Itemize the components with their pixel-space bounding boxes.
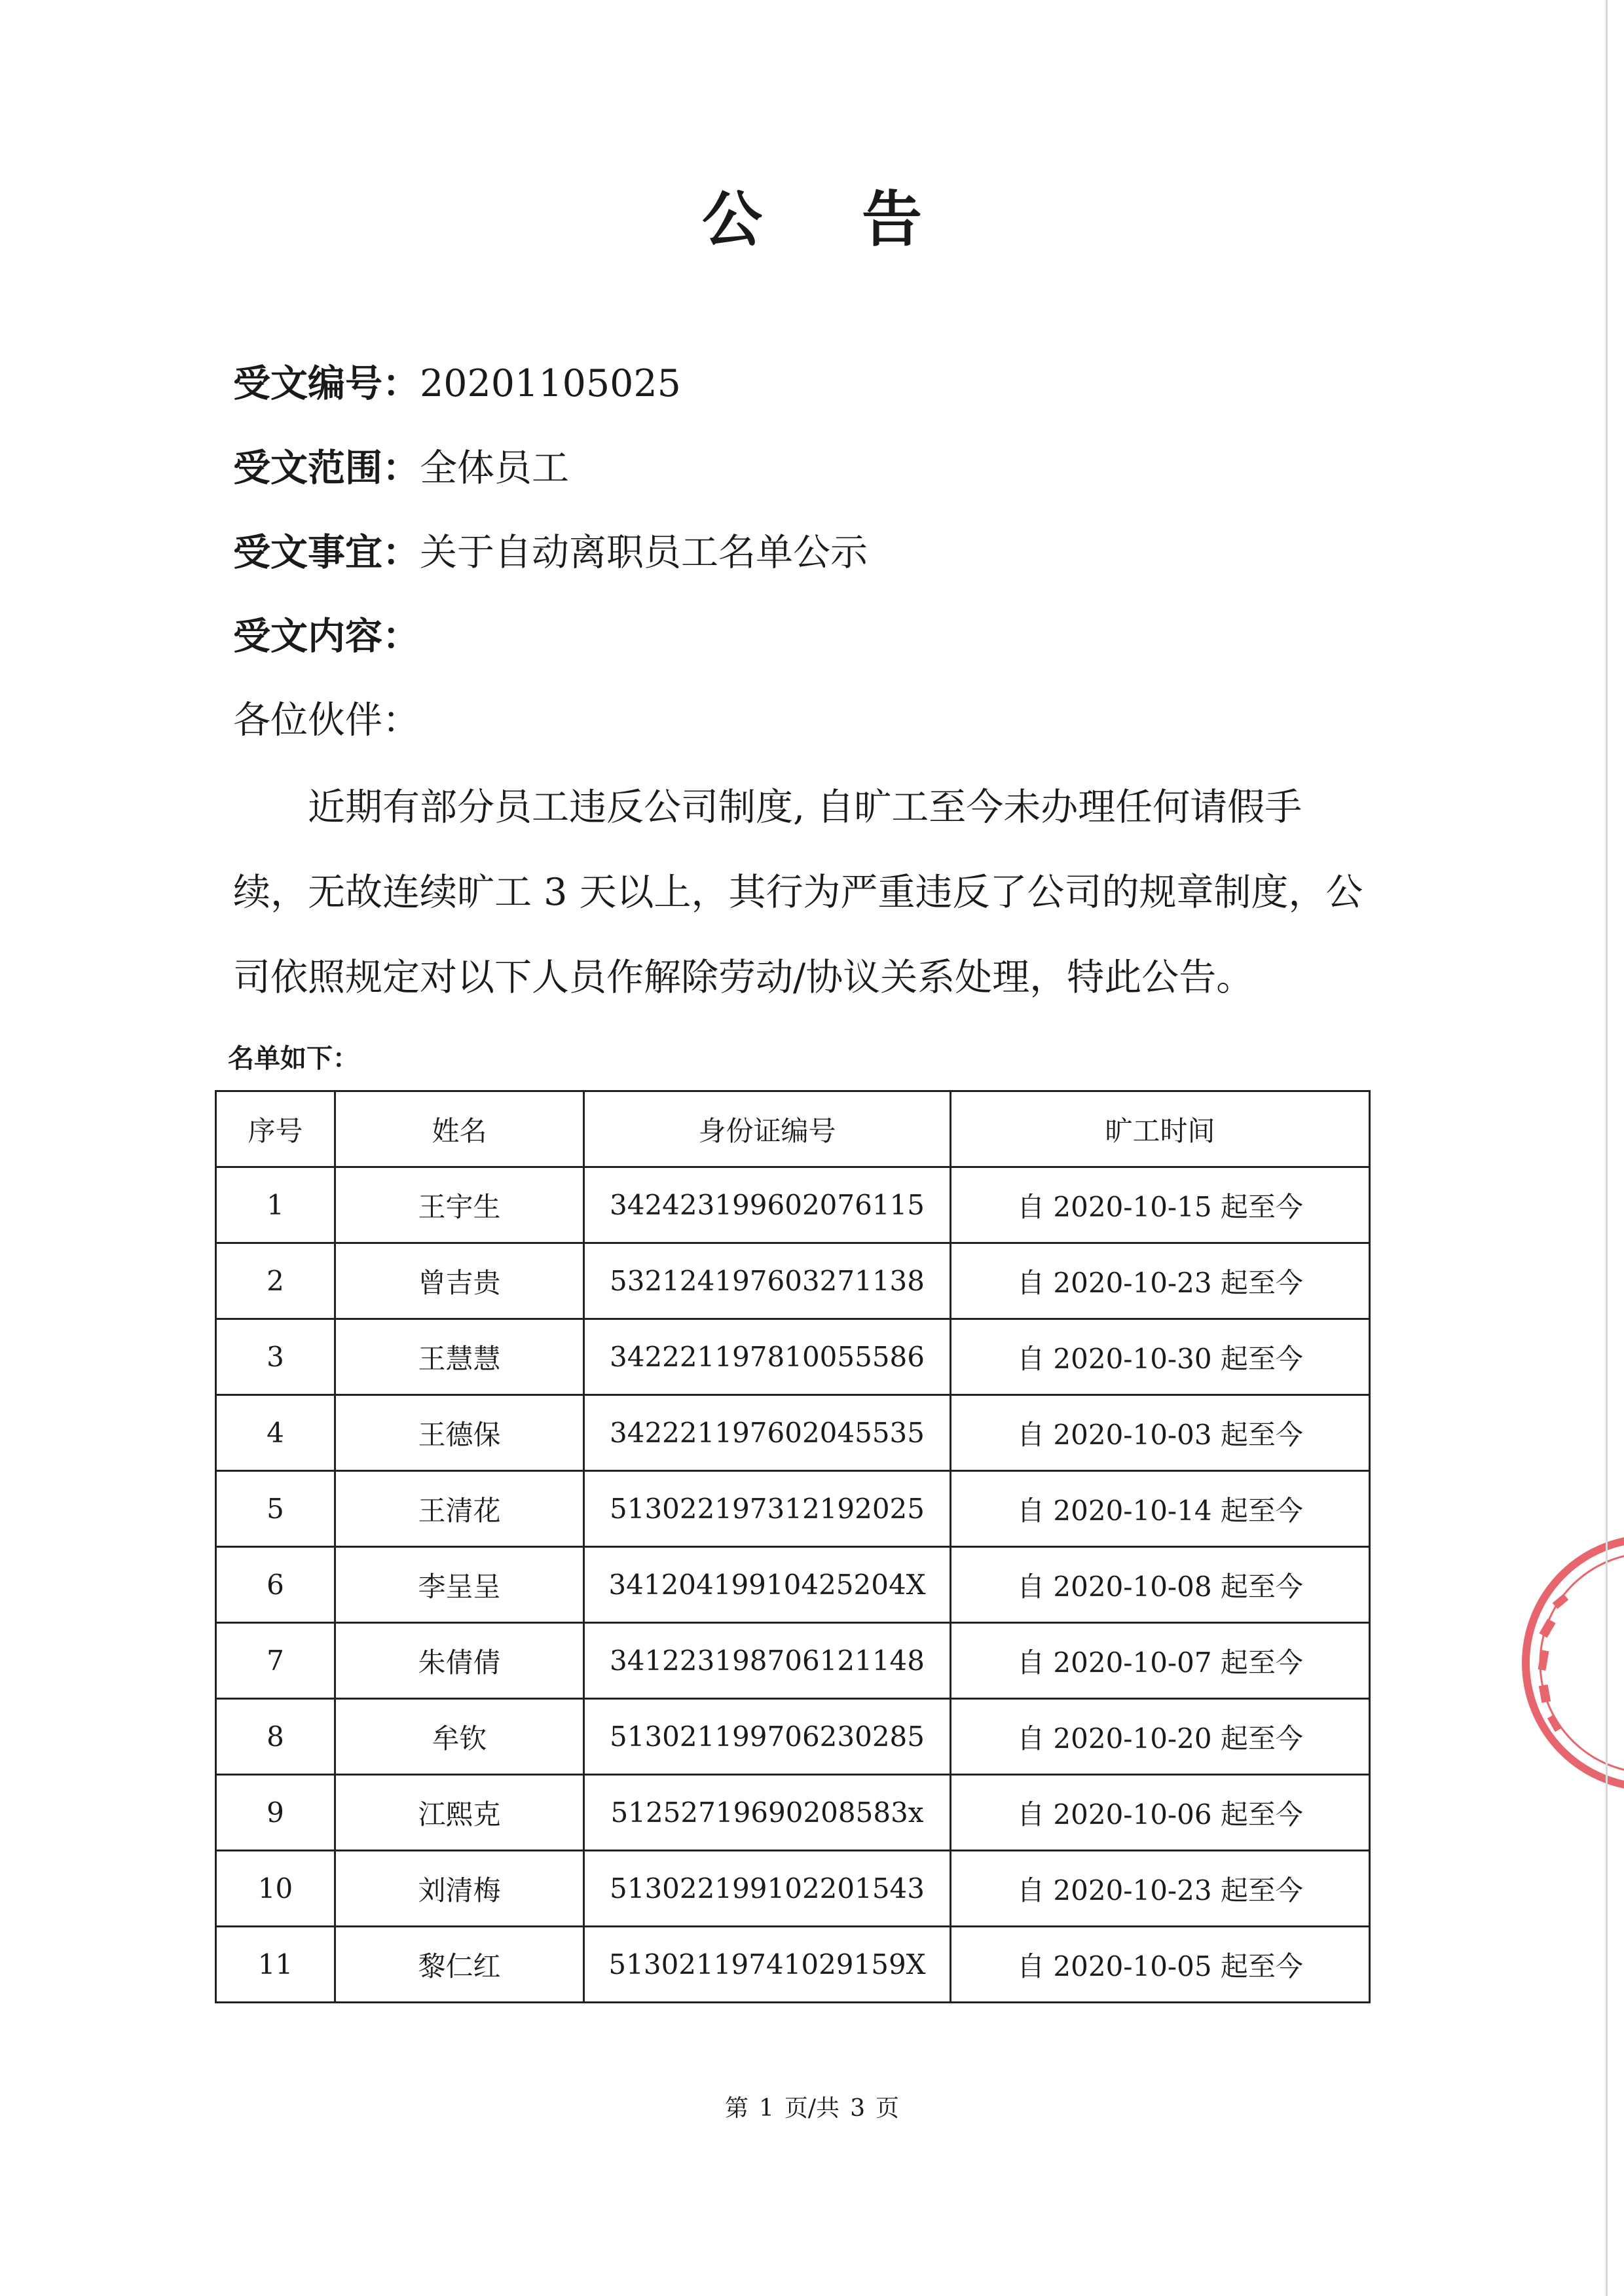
number-label: 受文编号： <box>233 362 420 405</box>
cell-absence: 自 2020-10-20 起至今 <box>951 1699 1370 1775</box>
cell-seq: 4 <box>216 1395 335 1471</box>
cell-seq: 5 <box>216 1471 335 1547</box>
table-row <box>216 1623 1370 1699</box>
field-subject <box>233 528 868 577</box>
cell-id: 513022199102201543 <box>584 1851 951 1927</box>
field-content <box>233 611 420 661</box>
cell-name: 刘清梅 <box>335 1851 584 1927</box>
cell-id: 51302119741029159X <box>584 1927 951 2003</box>
footer-suffix: 页 <box>875 2095 899 2122</box>
body-line-1: 近期有部分员工违反公司制度, 自旷工至今未办理任何请假手 <box>308 786 1302 829</box>
cell-absence: 自 2020-10-08 起至今 <box>951 1547 1370 1623</box>
field-number <box>233 359 681 409</box>
scope-value: 全体员工 <box>420 446 569 490</box>
table-row <box>216 1167 1370 1243</box>
cell-name: 王宇生 <box>335 1167 584 1243</box>
table-header-row <box>216 1091 1370 1167</box>
table-row <box>216 1319 1370 1395</box>
table-row <box>216 1851 1370 1927</box>
cell-id: 513022197312192025 <box>584 1471 951 1547</box>
cell-seq: 8 <box>216 1699 335 1775</box>
cell-id: 342221197810055586 <box>584 1319 951 1395</box>
cell-absence: 自 2020-10-03 起至今 <box>951 1395 1370 1471</box>
cell-id: 342221197602045535 <box>584 1395 951 1471</box>
employee-table <box>215 1090 1371 2003</box>
cell-name: 朱倩倩 <box>335 1623 584 1699</box>
cell-id: 51252719690208583x <box>584 1775 951 1851</box>
cell-absence: 自 2020-10-14 起至今 <box>951 1471 1370 1547</box>
cell-absence: 自 2020-10-05 起至今 <box>951 1927 1370 2003</box>
cell-id: 34120419910425204X <box>584 1547 951 1623</box>
header-id: 身份证编号 <box>584 1091 951 1167</box>
number-value: 20201105025 <box>420 362 681 405</box>
subject-label: 受文事宜： <box>233 531 420 574</box>
footer-total-pages: 3 <box>850 2095 865 2122</box>
cell-name: 曾吉贵 <box>335 1243 584 1319</box>
header-absence: 旷工时间 <box>951 1091 1370 1167</box>
cell-absence: 自 2020-10-23 起至今 <box>951 1851 1370 1927</box>
document-title: 公 告 <box>701 184 962 255</box>
cell-seq: 7 <box>216 1623 335 1699</box>
cell-absence: 自 2020-10-30 起至今 <box>951 1319 1370 1395</box>
cell-name: 牟钦 <box>335 1699 584 1775</box>
cell-absence: 自 2020-10-06 起至今 <box>951 1775 1370 1851</box>
cell-absence: 自 2020-10-07 起至今 <box>951 1623 1370 1699</box>
scope-label: 受文范围： <box>233 446 420 490</box>
cell-name: 王慧慧 <box>335 1319 584 1395</box>
cell-absence: 自 2020-10-15 起至今 <box>951 1167 1370 1243</box>
table-row <box>216 1775 1370 1851</box>
table-row <box>216 1927 1370 2003</box>
cell-id: 532124197603271138 <box>584 1243 951 1319</box>
cell-name: 李呈呈 <box>335 1547 584 1623</box>
cell-seq: 9 <box>216 1775 335 1851</box>
cell-absence: 自 2020-10-23 起至今 <box>951 1243 1370 1319</box>
cell-id: 342423199602076115 <box>584 1167 951 1243</box>
cell-name: 黎仁红 <box>335 1927 584 2003</box>
header-seq: 序号 <box>216 1091 335 1167</box>
cell-name: 江熙克 <box>335 1775 584 1851</box>
cell-name: 王清花 <box>335 1471 584 1547</box>
content-label: 受文内容： <box>233 615 420 658</box>
table-row <box>216 1471 1370 1547</box>
body-line-2: 续，无故连续旷工 3 天以上，其行为严重违反了公司的规章制度，公 <box>233 871 1363 914</box>
cell-seq: 6 <box>216 1547 335 1623</box>
table-row <box>216 1243 1370 1319</box>
cell-seq: 1 <box>216 1167 335 1243</box>
cell-id: 341223198706121148 <box>584 1623 951 1699</box>
header-name: 姓名 <box>335 1091 584 1167</box>
footer-current-page: 1 <box>759 2095 774 2122</box>
subject-value: 关于自动离职员工名单公示 <box>420 531 868 574</box>
cell-id: 513021199706230285 <box>584 1699 951 1775</box>
cell-seq: 3 <box>216 1319 335 1395</box>
list-title: 名单如下： <box>228 1044 359 1074</box>
cell-seq: 2 <box>216 1243 335 1319</box>
table-row <box>216 1395 1370 1471</box>
table-row <box>216 1699 1370 1775</box>
scan-edge-line <box>1606 0 1608 2296</box>
cell-seq: 10 <box>216 1851 335 1927</box>
field-scope <box>233 443 569 493</box>
greeting: 各位伙伴： <box>233 699 420 742</box>
cell-name: 王德保 <box>335 1395 584 1471</box>
table-row <box>216 1547 1370 1623</box>
cell-seq: 11 <box>216 1927 335 2003</box>
page-footer <box>0 2090 1624 2123</box>
footer-mid: 页/共 <box>784 2095 840 2122</box>
footer-prefix: 第 <box>725 2095 749 2122</box>
body-line-3: 司依照规定对以下人员作解除劳动/协议关系处理，特此公告。 <box>233 956 1254 999</box>
